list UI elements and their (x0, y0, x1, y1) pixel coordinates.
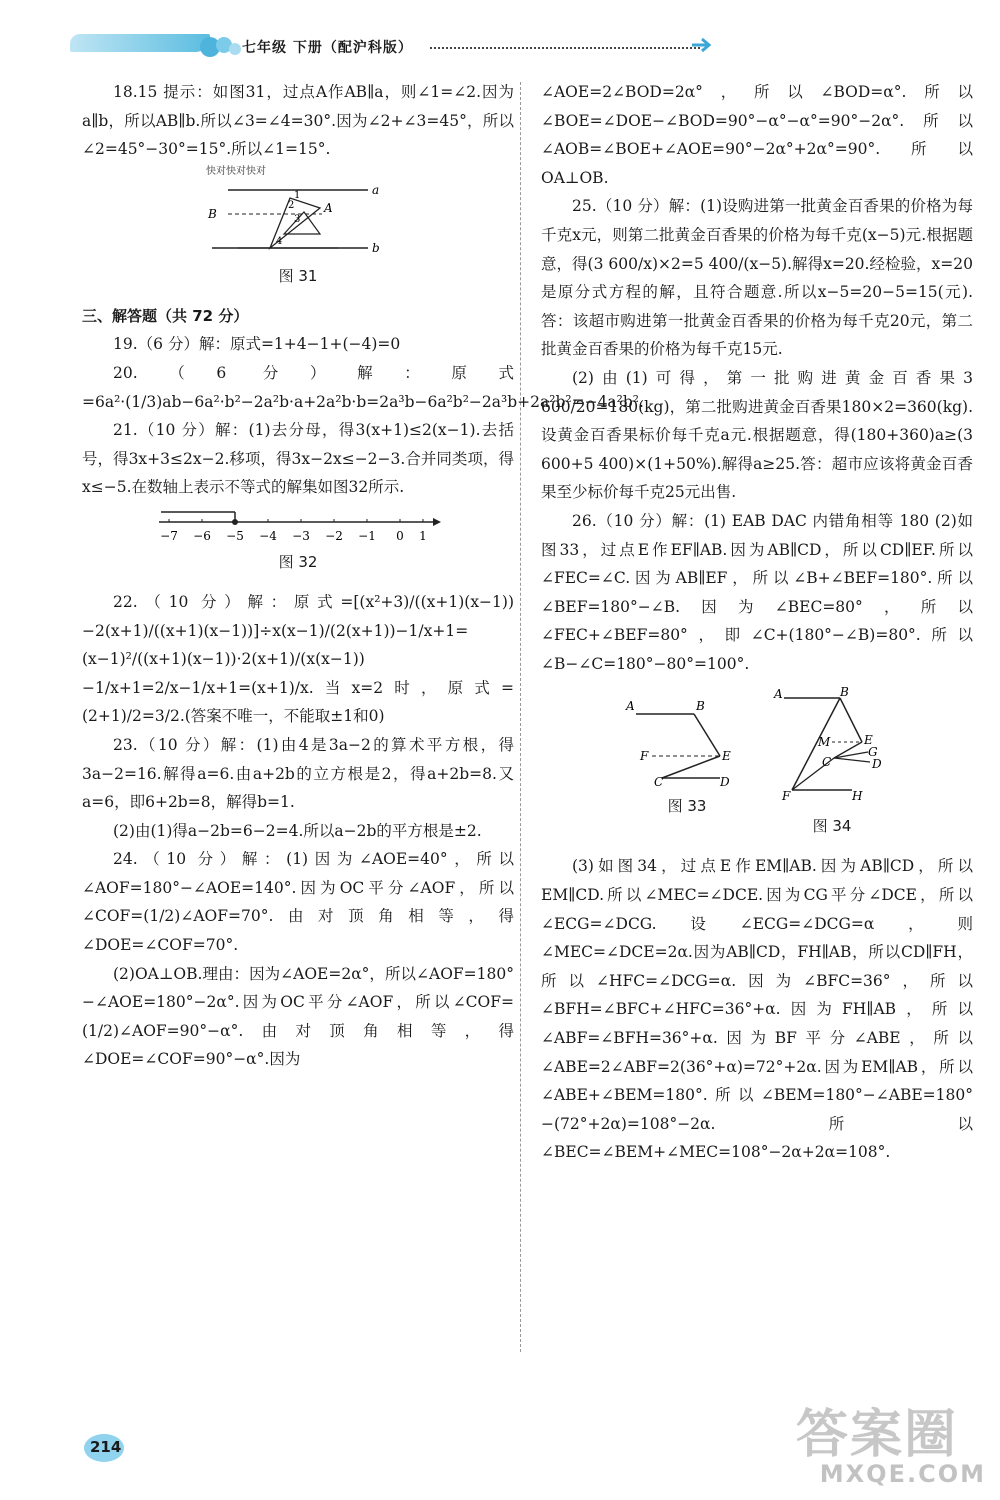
page-number-text: 214 (90, 1438, 122, 1456)
svg-text:−1: −1 (358, 528, 376, 543)
figure-32-number-line (153, 502, 443, 546)
figure-31-caption: 图 31 (278, 266, 318, 285)
svg-text:a: a (372, 182, 380, 197)
answer-24-part2: (2)OA⊥OB.理由：因为∠AOE=2α°，所以∠AOF=180°−∠AOE=180°−2α°.因为OC平分∠AOF，所以∠COF=(1/2)∠AOF=90°−α°.由对顶角相等，得∠DOE=∠COF=90°−α°.因为 (82, 964, 514, 1069)
header-arrow-icon (690, 35, 714, 55)
header-bubbles-icon (198, 34, 242, 60)
svg-text:A: A (324, 200, 333, 215)
column-divider (520, 82, 521, 1352)
svg-text:H: H (852, 789, 863, 804)
answer-21: 21.（10 分）解：(1)去分母，得3(x+1)≤2(x−1).去括号，得3x+3≤2x−2.移项，得3x−2x≤−2−3.合并同类项，得x≤−5.在数轴上表示不等式的解集如图32所示. (82, 421, 514, 497)
svg-text:F: F (640, 749, 649, 764)
figure-34-wrapper (772, 686, 892, 852)
left-column (82, 78, 644, 1074)
svg-text:−3: −3 (292, 528, 310, 543)
figure-34-caption: 图 34 (812, 817, 852, 836)
figure-32-caption: 图 32 (278, 552, 318, 571)
answer-25-part2: (2)由(1)可得，第一批购进黄金百香果3 600/20=180(kg)，第二批购进黄金百香果180×2=360(kg).设黄金百香果标价每千克a元.根据题意，得(180+360)a≥(3 600+5 400)×(1+50%).解得a≥25.答：超市应该将黄金百香果至少标价每千克25元出售. (541, 368, 973, 502)
header-dotted-line (430, 47, 700, 49)
svg-text:1: 1 (294, 189, 301, 201)
svg-text:D: D (720, 775, 730, 787)
answer-26-part1-2: 26.（10 分）解：(1) EAB DAC 内错角相等 180 (2)如图33，过点E作EF∥AB.因为AB∥CD，所以CD∥EF.所以∠FEC=∠C.因为AB∥EF，所以∠B+∠BEF=180°.所以∠BEF=180°−∠B.因为∠BEC=80°，所以∠FEC+∠BEF=80°，即∠C+(180°−∠B)=80°.所以∠B−∠C=180°−80°=100°. (541, 511, 973, 673)
page-number (82, 1432, 130, 1464)
answer-24-part1: 24.（10 分）解：(1)因为∠AOE=40°，所以∠AOF=180°−∠AOE=140°.因为OC平分∠AOF，所以∠COF=(1/2)∠AOF=70°.由对顶角相等，得∠DOE=∠COF=70°. (82, 850, 514, 955)
header-decoration-band (70, 34, 210, 52)
svg-text:3: 3 (294, 213, 301, 225)
svg-text:B: B (208, 206, 217, 221)
svg-text:G: G (868, 745, 878, 760)
svg-text:−5: −5 (226, 528, 244, 543)
answer-25-part1: 25.（10 分）解：(1)设购进第一批黄金百香果的价格为每千克x元，则第二批黄金百香果的价格为每千克(x−5)元.根据题意，得(3 600/x)×2=5 400/(x−5).解得x=20.经检验，x=20是原分式方程的解，且符合题意.所以x−5=20−5=15(元).答：该超市购进第一批黄金百香果的价格为每千克20元，第二批黄金百香果的价格为每千克15元. (541, 197, 973, 359)
svg-text:2: 2 (288, 199, 295, 211)
watermark (796, 1392, 986, 1492)
svg-text:−2: −2 (325, 528, 343, 543)
svg-text:E: E (722, 749, 731, 764)
answer-24-continued: ∠AOE=2∠BOD=2α°，所以∠BOD=α°.所以∠BOE=∠DOE−∠BOD=90°−α°−α°=90°−2α°.所以∠AOB=∠BOE+∠AOE=90°−2α°+2α°=90°.所以OA⊥OB. (541, 83, 973, 187)
answer-19: 19.（6 分）解：原式=1+4−1+(−4)=0 (113, 335, 401, 354)
header-title: 七年级 下册（配沪科版） (242, 40, 413, 56)
svg-text:C: C (654, 775, 664, 787)
figures-33-34 (541, 686, 973, 852)
svg-text:B: B (840, 686, 849, 700)
figure-34 (772, 686, 892, 806)
section-heading: 三、解答题（共 72 分） (82, 306, 249, 325)
svg-text:4: 4 (276, 235, 283, 247)
svg-text:B: B (696, 699, 705, 714)
watermark-logo-text: 答案圈 (796, 1405, 959, 1465)
svg-text:A: A (774, 687, 783, 702)
svg-text:−7: −7 (160, 528, 178, 543)
svg-text:b: b (372, 240, 380, 255)
answer-22: 22.（10 分）解：原式=[(x²+3)/((x+1)(x−1))−2(x+1)/((x+1)(x−1))]÷x(x−1)/(2(x+1))−1/x+1=(x−1)²/((x+1)(x−1))·2(x+1)/(x(x−1))−1/x+1=2/x−1/x+1=(x+1)/x.当x=2时，原式=(2+1)/2=3/2.(答案不唯一，不能取±1和0) (82, 592, 514, 726)
answer-20: 20.（6 分）解：原式=6a²·(1/3)ab−6a²·b²−2a²b·a+2a²b·b=2a³b−6a²b²−2a³b+2a²b²=−4a²b². (82, 363, 644, 411)
answer-23-part1: 23.（10 分）解：(1)由4是3a−2的算术平方根，得3a−2=16.解得a=6.由a+2b的立方根是2，得a+2b=8.又a=6，即6+2b=8，解得b=1. (82, 735, 514, 812)
answer-18: 18.15 提示：如图31，过点A作AB∥a，则∠1=∠2.因为a∥b，所以AB∥b.所以∠3=∠4=30°.因为∠2+∠3=45°，所以∠2=45°−30°=15°.所以∠1=15°. (82, 83, 514, 159)
figure-33 (622, 686, 752, 786)
figure-33-caption: 图 33 (667, 797, 707, 816)
svg-text:M: M (818, 735, 831, 750)
svg-text:−4: −4 (259, 528, 277, 543)
right-column (541, 78, 973, 1167)
svg-text:0: 0 (396, 528, 404, 543)
handwriting-text: 快对快对快对 (206, 165, 266, 177)
svg-text:1: 1 (419, 528, 427, 543)
figure-31 (198, 164, 398, 260)
svg-text:C: C (822, 755, 832, 770)
svg-text:D: D (872, 757, 882, 772)
svg-text:−6: −6 (193, 528, 211, 543)
answer-23-part2: (2)由(1)得a−2b=6−2=4.所以a−2b的平方根是±2. (113, 821, 482, 840)
page-header (70, 30, 950, 62)
figure-33-wrapper (622, 686, 752, 852)
svg-text:F: F (782, 789, 791, 804)
watermark-url: MXQE.COM (819, 1460, 986, 1488)
answer-26-part3: (3)如图34，过点E作EM∥AB.因为AB∥CD，所以EM∥CD.所以∠MEC=∠DCE.因为CG平分∠DCE，所以∠ECG=∠DCG.设∠ECG=∠DCG=α，则∠MEC=∠DCE=2α.因为AB∥CD，FH∥AB，所以CD∥FH，所以∠HFC=∠DCG=α.因为∠BFC=36°，所以∠BFH=∠BFC+∠HFC=36°+α.因为FH∥AB，所以∠ABF=∠BFH=36°+α.因为BF平分∠ABE，所以∠ABE=2∠ABF=2(36°+α)=72°+2α.因为EM∥AB，所以∠ABE+∠BEM=180°.所以∠BEM=180°−∠ABE=180°−(72°+2α)=108°−2α.所以∠BEC=∠BEM+∠MEC=108°−2α+2α=108°. (541, 857, 973, 1162)
svg-text:E: E (864, 733, 873, 748)
svg-text:A: A (626, 699, 635, 714)
